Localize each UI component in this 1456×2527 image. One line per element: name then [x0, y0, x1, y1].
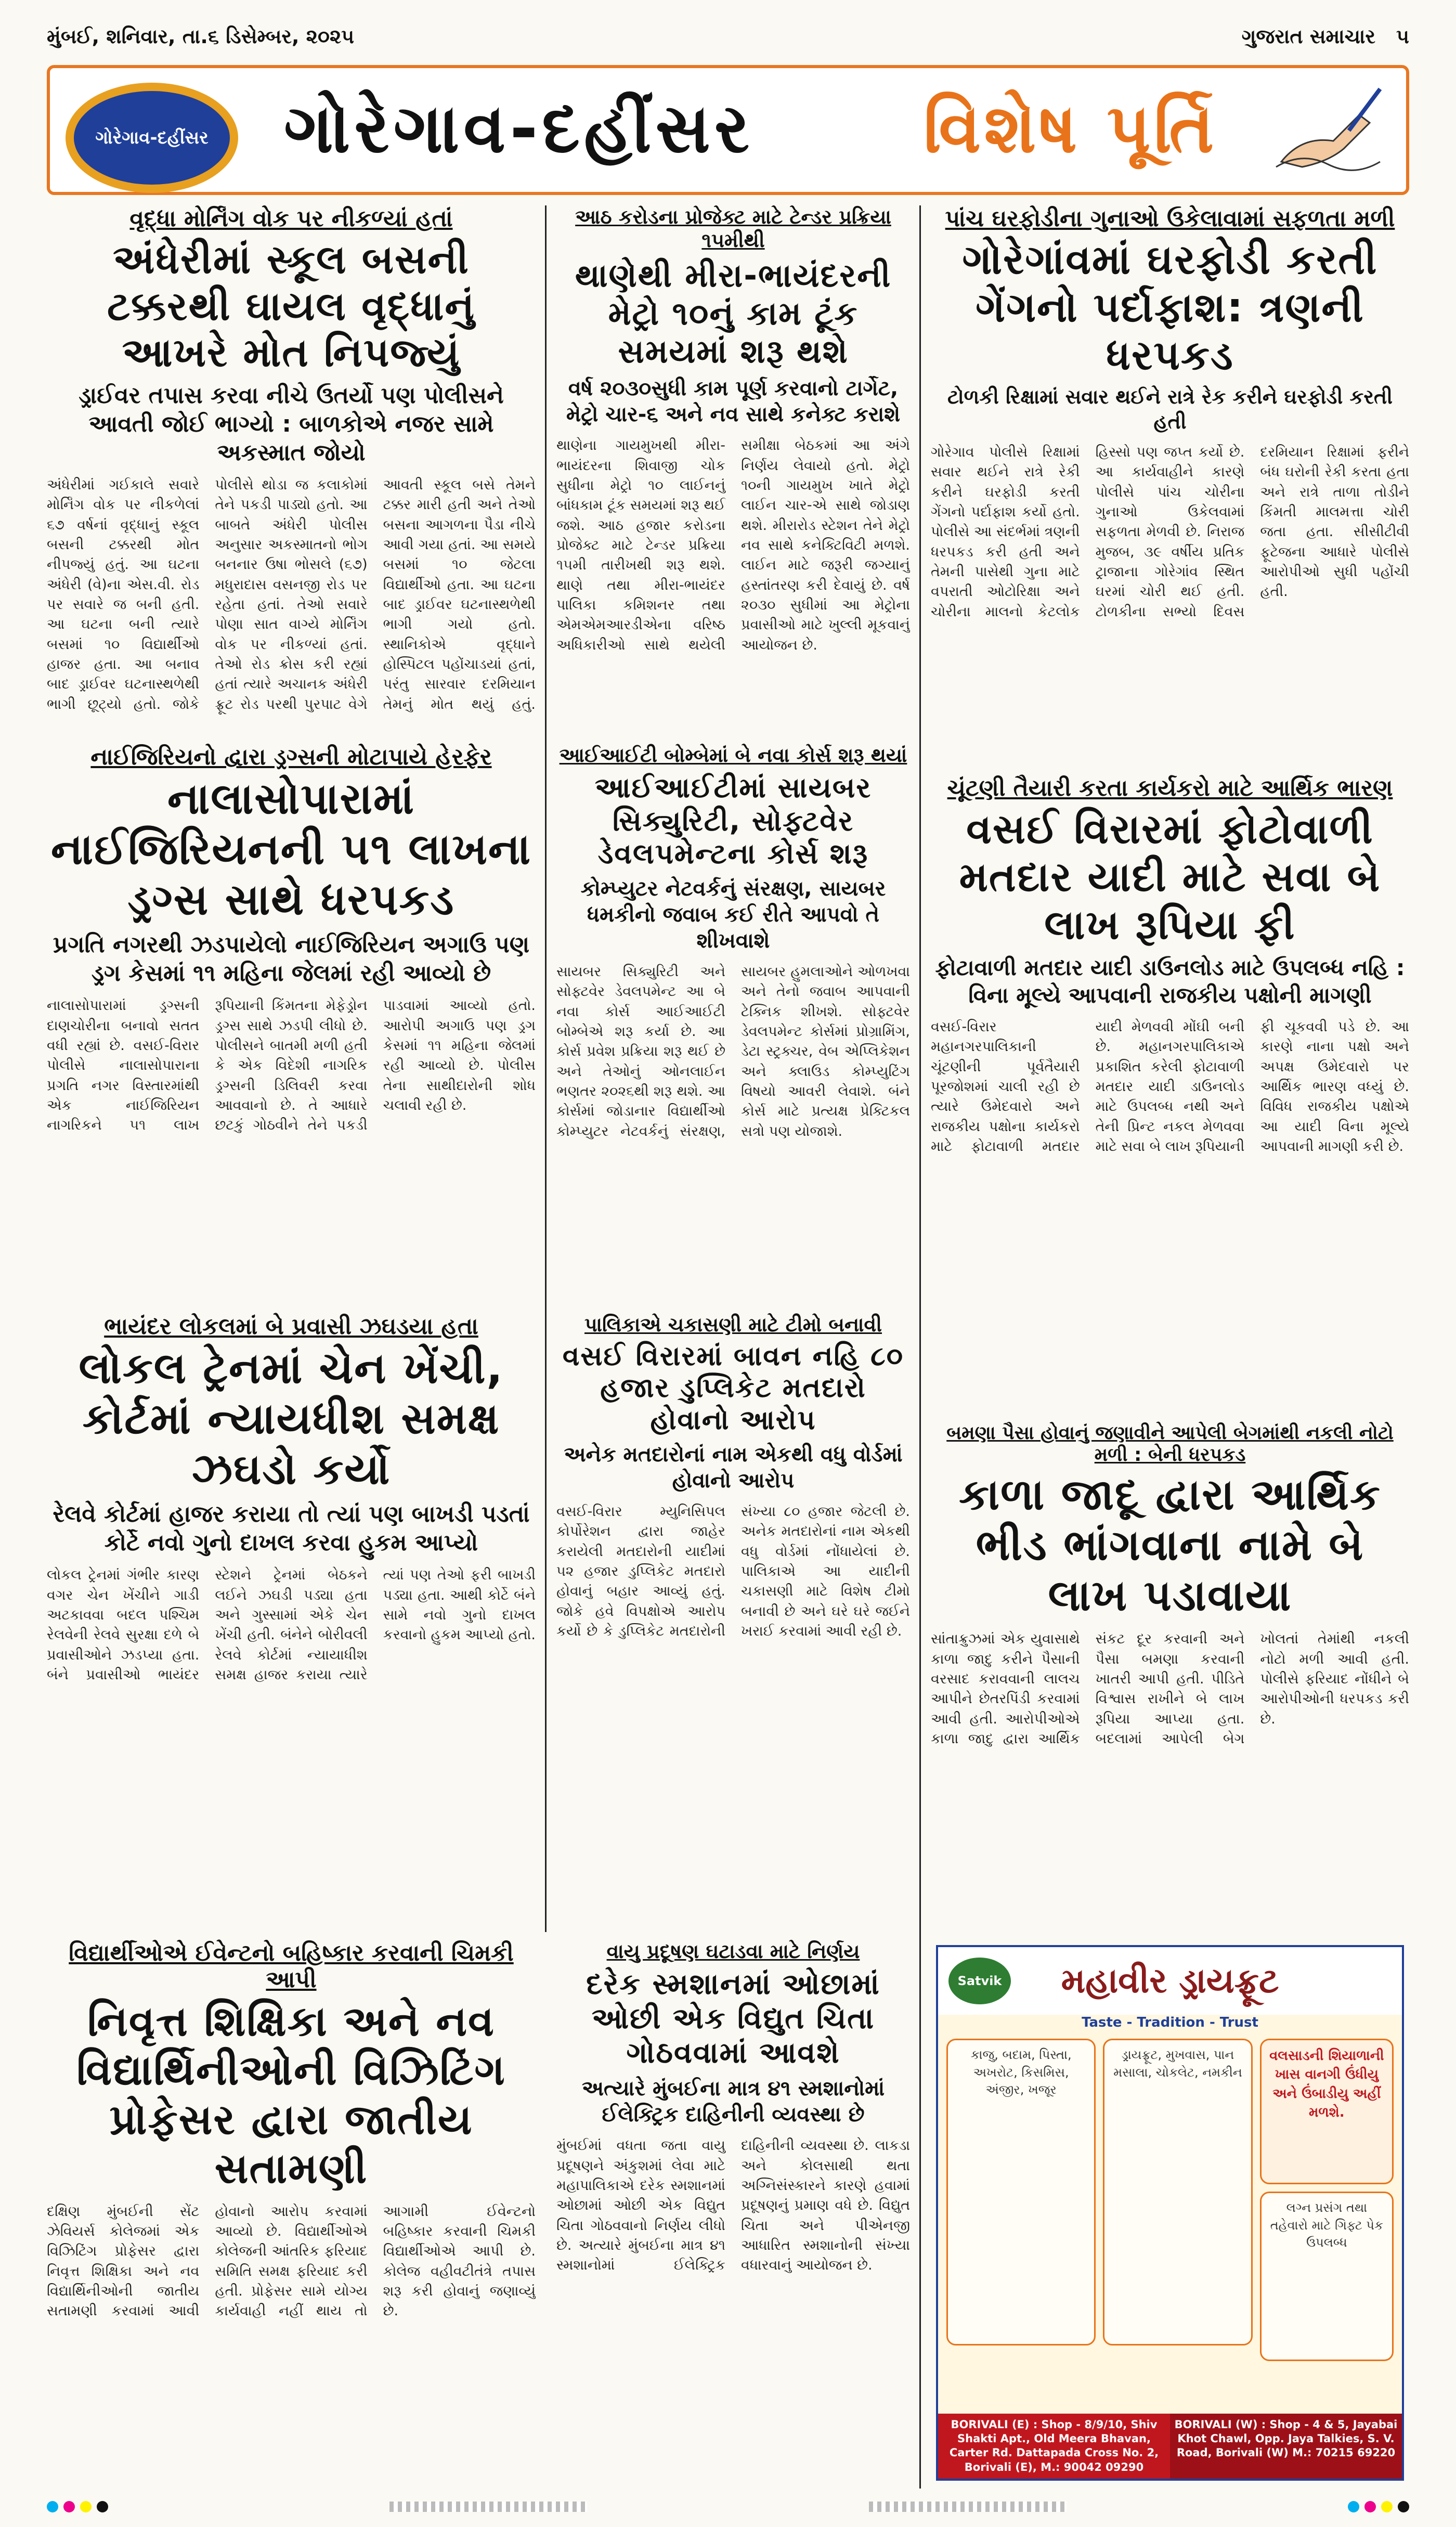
kicker: બમણા પૈસા હોવાનું જણાવીને આપેલી બેગમાંથી નકલી નોટો મળી : બેની ધરપકડ	[946, 1422, 1394, 1466]
column-rule	[545, 205, 547, 1932]
subhead: અત્યારે મુંબઈના માત્ર ૪૧ સ્મશાનોમાં ઈલેક્ટ્રિક દાહિનીની વ્યવસ્થા છે	[581, 2077, 885, 2127]
kicker: પાલિકાએ ચકાસણી માટે ટીમો બનાવી	[584, 1313, 882, 1336]
paper-name: ગુજરાત સમાચાર	[1241, 24, 1376, 48]
ad-shop-west: BORIVALI (W) : Shop - 4 & 5, Jayabai Khot Chawl, Opp. Jaya Talkies, S. V. Road, Borivali (W) M.: 70215 69220	[1170, 2414, 1402, 2479]
article-body: દક્ષિણ મુંબઈની સેંટ ઝેવિયર્સ કોલેજમાં એક વિઝિટિંગ પ્રોફેસર દ્વારા નિવૃત્ત શિક્ષિકા અને નવ વિદ્યાર્થિનીઓની જાતીય સતામણી કરવામાં આવી હોવાનો આરોપ કરવામાં આવ્યો છે. વિદ્યાર્થીઓએ કોલેજની આંતરિક ફરિયાદ સમિતિ સમક્ષ ફરિયાદ કરી હતી. પ્રોફેસર સામે યોગ્ય કાર્યવાહી નહીં થાય તો આગામી ઈવેન્ટનો બહિષ્કાર કરવાની ચિમકી વિદ્યાર્થીઓએ આપી છે. કોલેજ વહીવટીતંત્રે તપાસ શરૂ કરી હોવાનું જણાવ્યું છે.	[47, 2203, 536, 2319]
kicker: પાંચ ઘરફોડીના ગુનાઓ ઉકેલાવામાં સફળતા મળી	[945, 205, 1395, 232]
dateline: મુંબઈ, શનિવાર, તા.૬ ડિસેમ્બર, ૨૦૨૫	[47, 24, 355, 48]
kicker: વાયુ પ્રદૂષણ ઘટાડવા માટે નિર્ણય	[606, 1940, 860, 1963]
cyan-dot	[47, 2501, 58, 2512]
banner-title: ગોરેગાવ-દહીંસર	[284, 89, 754, 168]
subhead: ડ્રાઈવર તપાસ કરવા નીચે ઉતર્યો પણ પોલીસને આવતી જોઈ ભાગ્યો : બાળકોએ નજર સામે અકસ્માત જોયો	[79, 382, 504, 466]
article-iit-courses	[556, 744, 910, 1305]
subhead: કોમ્પ્યુટર નેટવર્કનું સંરક્ષણ, સાયબર ધમકીનો જવાબ કઈ રીતે આપવો તે શીખવાશે	[580, 877, 886, 953]
ad-panel-categories: ડ્રાયફ્રૂટ, મુખવાસ, પાન મસાલા, ચોકલેટ, નમકીન	[1103, 2039, 1252, 2345]
article-body: સાંતાક્રુઝમાં એક યુવાસાથે કાળા જાદુ કરીને પૈસાની વરસાદ કરાવવાની લાલચ આપીને છેતરપિંડી કરવામાં આવી હતી. આરોપીઓએ કાળા જાદુ દ્વારા આર્થિક સંકટ દૂર કરવાની અને પૈસા બમણા કરવાની ખાતરી આપી હતી. પીડિતે વિશ્વાસ રાખીને બે લાખ રૂપિયા આપ્યા હતા. બદલામાં આપેલી બેગ ખોલતાં તેમાંથી નકલી નોટો મળી આવી હતી. પોલીસે ફરિયાદ નોંધીને બે આરોપીઓની ધરપકડ કરી છે.	[931, 1631, 1409, 1747]
color-dots	[47, 2501, 108, 2512]
writing-hand-icon	[1271, 84, 1385, 172]
kicker: આઈઆઈટી બોમ્બેમાં બે નવા કોર્સ શરૂ થયાં	[559, 744, 907, 767]
article-black-magic-fraud	[931, 1422, 1409, 1932]
article-body: વસઈ-વિરાર મ્યુનિસિપલ કોર્પોરેશન દ્વારા જાહેર કરાયેલી મતદારોની યાદીમાં ૫૨ હજાર ડુપ્લિકેટ મતદારો હોવાનું બહાર આવ્યું હતું. જોકે હવે વિપક્ષોએ આરોપ કર્યો છે કે ડુપ્લિકેટ મતદારોની સંખ્યા ૮૦ હજાર જેટલી છે. અનેક મતદારોનાં નામ એકથી વધુ વોર્ડમાં નોંધાયેલાં છે. પાલિકાએ આ યાદીની ચકાસણી માટે વિશેષ ટીમો બનાવી છે અને ઘરે ઘરે જઈને ખરાઈ કરવામાં આવી રહી છે.	[556, 1504, 910, 1640]
subhead: રેલવે કોર્ટમાં હાજર કરાયા તો ત્યાં પણ બાખડી પડતાં કોર્ટે નવો ગુનો દાખલ કરવા હુકમ આપ્યો	[53, 1501, 530, 1557]
article-body: ગોરેગાવ પોલીસે રિક્ષામાં સવાર થઈને રાત્રે રેકી કરીને ઘરફોડી કરતી ગેંગનો પર્દાફાશ કર્યો હતો. પોલીસે આ સંદર્ભમાં ત્રણની ધરપકડ કરી હતી અને તેમની પાસેથી ગુના માટે વપરાતી ઓટોરિક્ષા અને ચોરીના માલનો કેટલોક હિસ્સો પણ જપ્ત કર્યો છે. આ કાર્યવાહીને કારણે પોલીસે પાંચ ચોરીના ગુનાઓ ઉકેલવામાં સફળતા મેળવી છે. નિરાજ મુજબ, ૩૯ વર્ષીય પ્રતિક ટ્રાજાના ગોરેગાંવ સ્થિત ઘરમાં ચોરી થઈ હતી. ટોળકીના સભ્યો દિવસ દરમિયાન રિક્ષામાં ફરીને બંધ ઘરોની રેકી કરતા હતા અને રાત્રે તાળા તોડીને કિંમતી માલમત્તા ચોરી જતા હતા. સીસીટીવી ફૂટેજના આધારે પોલીસે આરોપીઓ સુધી પહોંચી હતી.	[931, 444, 1409, 620]
magenta-dot	[1364, 2501, 1376, 2512]
logo-text: ગોરેગાવ-દહીંસર	[95, 127, 209, 148]
subhead: પ્રગતિ નગરથી ઝડપાયેલો નાઈજિરિયન અગાઉ પણ ડ્રગ કેસમાં ૧૧ મહિના જેલમાં રહી આવ્યો છે	[53, 931, 530, 987]
satvik-badge: Satvik	[948, 1958, 1011, 2004]
subhead: ફોટાવાળી મતદાર યાદી ડાઉનલોડ માટે ઉપલબ્ધ નહિ : વિના મૂલ્યે આપવાની રાજકીય પક્ષોની માગણી	[935, 955, 1405, 1008]
headline: થાણેથી મીરા-ભાયંદરની મેટ્રો ૧૦નું કામ ટૂંક સમયમાં શરૂ થશે	[575, 256, 892, 371]
article-metro-10	[556, 205, 910, 736]
column-rule	[919, 205, 921, 2489]
yellow-dot	[1381, 2501, 1393, 2512]
calibration-bar	[389, 2502, 587, 2512]
ad-panel-products: કાજુ, બદામ, પિસ્તા, અખરોટ, કિસમિસ, અંજીર, ખજૂર	[946, 2039, 1096, 2345]
color-dots	[1348, 2501, 1409, 2512]
article-body: સાયબર સિક્યુરિટી અને સોફ્ટવેર ડેવલપમેન્ટ આ બે નવા કોર્સ આઈઆઈટી બોમ્બેએ શરૂ કર્યા છે. આ કોર્સ પ્રવેશ પ્રક્રિયા શરૂ થઈ છે અને તેઓનું ઓનલાઈન ભણતર ૨૦૨૬થી શરૂ થશે. આ કોર્સમાં જોડાનાર વિદ્યાર્થીઓ કોમ્પ્યુટર નેટવર્કનું સંરક્ષણ, સાયબર હુમલાઓને ઓળખવા અને તેનો જવાબ આપવાની ટેક્નિક શીખશે. સોફ્ટવેર ડેવલપમેન્ટ કોર્સમાં પ્રોગ્રામિંગ, ડેટા સ્ટ્રક્ચર, વેબ એપ્લિકેશન અને ક્લાઉડ કોમ્પ્યુટિંગ વિષયો આવરી લેવાશે. બંને કોર્સ માટે પ્રત્યક્ષ પ્રેક્ટિકલ સત્રો પણ યોજાશે.	[556, 964, 910, 1139]
calibration-bar	[869, 2502, 1067, 2512]
headline: અંધેરીમાં સ્કૂલ બસની ટક્કરથી ઘાયલ વૃદ્ધાનું આખરે મોત નિપજ્યું	[107, 236, 476, 376]
kicker: વિદ્યાર્થીઓએ ઈવેન્ટનો બહિષ્કાર કરવાની ચિમકી આપી	[69, 1940, 514, 1993]
headline: ગોરેગાંવમાં ઘરફોડી કરતી ગેંગનો પર્દાફાશ: ત્રણની ધરપકડ	[962, 237, 1378, 380]
ad-shop-east: BORIVALI (E) : Shop - 8/9/10, Shiv Shakti Apt., Old Meera Bhavan, Carter Rd. Dattapada Cross No. 2, Borivali (E), M.: 90042 09290	[938, 2414, 1170, 2479]
article-body: વસઈ-વિરાર મહાનગરપાલિકાની ચૂંટણીની પૂર્વતૈયારી પૂરજોશમાં ચાલી રહી છે ત્યારે ઉમેદવારો અને રાજકીય પક્ષોના કાર્યકરો માટે ફોટાવાળી મતદાર યાદી મેળવવી મોંઘી બની છે. મહાનગરપાલિકાએ પ્રકાશિત કરેલી ફોટાવાળી મતદાર યાદી ડાઉનલોડ માટે ઉપલબ્ધ નથી અને તેની પ્રિન્ટ નકલ મેળવવા માટે સવા બે લાખ રૂપિયાની ફી ચૂકવવી પડે છે. આ કારણે નાના પક્ષો અને અપક્ષ ઉમેદવારો પર આર્થિક ભારણ વધ્યું છે. વિવિધ રાજકીય પક્ષોએ આ યાદી વિના મૂલ્યે આપવાની માગણી કરી છે.	[931, 1019, 1409, 1155]
registration-marks	[47, 2496, 1409, 2517]
headline: વસઈ વિરારમાં બાવન નહિ ૮૦ હજાર ડુપ્લિકેટ મતદારો હોવાનો આરોપ	[562, 1341, 904, 1436]
article-voter-list-fee	[931, 775, 1409, 1415]
headline: નાલાસોપારામાં નાઈજિરિયનની ૫૧ લાખના ડ્રગ્સ સાથે ધરપકડ	[50, 774, 532, 925]
ad-brand: મહાવીર ડ્રાયફ્રૂટ	[1061, 1960, 1279, 2001]
ad-panels	[938, 2030, 1402, 2369]
folio-bar	[47, 21, 1409, 52]
cyan-dot	[1348, 2501, 1359, 2512]
headline: નિવૃત્ત શિક્ષિકા અને નવ વિદ્યાર્થિનીઓની વિઝિટિંગ પ્રોફેસર દ્વારા જાતીય સતામણી	[76, 1997, 506, 2193]
ad-footer	[938, 2414, 1402, 2479]
headline: દરેક સ્મશાનમાં ઓછામાં ઓછી એક વિદ્યુત ચિતા ગોઠવવામાં આવશે	[586, 1967, 880, 2070]
headline: લોકલ ટ્રેનમાં ચેન ખેંચી, કોર્ટમાં ન્યાયધીશ સમક્ષ ઝઘડો કર્યો	[79, 1344, 504, 1494]
article-local-train-chain	[47, 1313, 536, 1932]
ad-callout: વલસાડની શિયાળાની ખાસ વાનગી ઉંધીયુ અને ઉંબાડીયુ અહીં મળશે.	[1260, 2039, 1394, 2184]
ad-header	[938, 1947, 1402, 2015]
yellow-dot	[80, 2501, 92, 2512]
article-body: નાલાસોપારામાં ડ્રગ્સની દાણચોરીના બનાવો સતત વધી રહ્યાં છે. વસઈ-વિરાર પોલીસે નાલાસોપારાના પ્રગતિ નગર વિસ્તારમાંથી એક નાઈજિરિયન નાગરિકને ૫૧ લાખ રૂપિયાની કિંમતના મેફેડ્રોન ડ્રગ્સ સાથે ઝડપી લીધો છે. પોલીસને બાતમી મળી હતી કે એક વિદેશી નાગરિક ડ્રગ્સની ડિલિવરી કરવા આવવાનો છે. તે આધારે છટકું ગોઠવીને તેને પકડી પાડવામાં આવ્યો હતો. આરોપી અગાઉ પણ ડ્રગ કેસમાં ૧૧ મહિના જેલમાં રહી આવ્યો છે. પોલીસ તેના સાથીદારોની શોધ ચલાવી રહી છે.	[47, 997, 536, 1134]
article-duplicate-voters	[556, 1313, 910, 1916]
article-nigerian-drugs	[47, 744, 536, 1305]
headline: કાળા જાદૂ દ્વારા આર્થિક ભીડ ભાંગવાના નામે બે લાખ પડાવાયા	[959, 1470, 1381, 1621]
headline: આઈઆઈટીમાં સાયબર સિક્યુરિટી, સોફ્ટવેર ડેવલપમેન્ટના કોર્સ શરૂ	[594, 771, 872, 871]
subhead: અનેક મતદારોનાં નામ એકથી વધુ વોર્ડમાં હોવાનો આરોપ	[564, 1443, 903, 1493]
subhead: વર્ષ ૨૦૩૦સુધી કામ પૂર્ણ કરવાનો ટાર્ગેટ, મેટ્રો ચાર-૬ અને નવ સાથે કનેક્ટ કરાશે	[566, 377, 901, 427]
kicker: નાઈજિરિયનો દ્વારા ડ્રગ્સની મોટાપાયે હેરફેર	[90, 744, 492, 770]
black-dot	[1398, 2501, 1409, 2512]
advertisement-mahavir-dryfruit[interactable]	[936, 1945, 1404, 2481]
ad-panel-gift: લગ્ન પ્રસંગ તથા તહેવારો માટે ગિફ્ટ પેક ઉપલબ્ધ	[1260, 2192, 1394, 2361]
subhead: ટોળકી રિક્ષામાં સવાર થઈને રાત્રે રેક કરીને ઘરફોડી કરતી હતી	[947, 385, 1393, 433]
page-number: ૫	[1396, 24, 1409, 48]
article-body: લોકલ ટ્રેનમાં ગંભીર કારણ વગર ચેન ખેંચીને ગાડી અટકાવવા બદલ પશ્ચિમ રેલવેની રેલવે સુરક્ષા દળે બે પ્રવાસીઓને ઝડપ્યા હતા. બંને પ્રવાસીઓ ભાયંદર સ્ટેશને ટ્રેનમાં બેઠકને લઈને ઝઘડી પડ્યા હતા અને ગુસ્સામાં એકે ચેન ખેંચી હતી. બંનેને બોરીવલી રેલવે કોર્ટમાં ન્યાયાધીશ સમક્ષ હાજર કરાયા ત્યારે ત્યાં પણ તેઓ ફરી બાખડી પડ્યા હતા. આથી કોર્ટે બંને સામે નવો ગુનો દાખલ કરવાનો હુકમ આપ્યો હતો.	[47, 1567, 536, 1683]
kicker: આઠ કરોડના પ્રોજેક્ટ માટે ટેન્ડર પ્રક્રિયા ૧૫મીથી	[575, 205, 891, 252]
article-body: થાણેના ગાયમુખથી મીરા-ભાયંદરના શિવાજી ચોક સુધીના મેટ્રો ૧૦ લાઈનનું બાંધકામ ટૂંક સમયમાં શરૂ થઈ જશે. આઠ હજાર કરોડના પ્રોજેક્ટ માટે ટેન્ડર પ્રક્રિયા ૧૫મી તારીખથી શરૂ થશે. થાણે તથા મીરા-ભાયંદર પાલિકા કમિશનર તથા એમએમઆરડીએના વરિષ્ઠ અધિકારીઓ સાથે થયેલી સમીક્ષા બેઠકમાં આ અંગે નિર્ણય લેવાયો હતો. મેટ્રો ૧૦ની ગાયમુખ ખાતે મેટ્રો લાઈન ચાર-એ સાથે જોડાણ થશે. મીરારોડ સ્ટેશન તેને મેટ્રો નવ સાથે કનેક્ટિવિટી મળશે. લાઈન માટે જરૂરી જગ્યાનું હસ્તાંતરણ કરી દેવાયું છે. વર્ષ ૨૦૩૦ સુધીમાં આ મેટ્રોના પ્રવાસીઓ માટે ખુલ્લી મૂકવાનું આયોજન છે.	[556, 437, 910, 653]
banner-subtitle: વિશેષ પૂર્તિ	[924, 89, 1217, 168]
article-school-bus-accident	[47, 205, 536, 736]
magenta-dot	[63, 2501, 75, 2512]
section-logo	[66, 83, 238, 193]
kicker: ભાયંદર લોકલમાં બે પ્રવાસી ઝઘડયા હતા	[104, 1313, 478, 1340]
article-body: અંધેરીમાં ગઈકાલે સવારે મોર્નિંગ વોક પર નીકળેલાં ૬૭ વર્ષનાં વૃદ્ધાનું સ્કૂલ બસની ટક્કરથી મોત નીપજ્યું હતું. આ ઘટના અંધેરી (વે)ના એસ.વી. રોડ પર સવારે જ બની હતી. આ ઘટના બની ત્યારે બસમાં ૧૦ વિદ્યાર્થીઓ હાજર હતા. આ બનાવ બાદ ડ્રાઈવર ઘટનાસ્થળેથી ભાગી છૂટ્યો હતો. જોકે પોલીસે થોડા જ કલાકોમાં તેને પકડી પાડ્યો હતો. આ બાબતે અંધેરી પોલીસ અનુસાર અકસ્માતનો ભોગ બનનાર ઉષા ભોસલે (૬૭) મધુરાદાસ વસનજી રોડ પર રહેતા હતાં. તેઓ સવારે પોણા સાત વાગ્યે મોર્નિંગ વોક પર નીકળ્યાં હતાં. તેઓ રોડ ક્રોસ કરી રહ્યાં હતાં ત્યારે અચાનક અંધેરી ફ્રૂટ રોડ પરથી પુરપાટ વેગે આવતી સ્કૂલ બસે તેમને ટક્કર મારી હતી અને તેઓ બસના આગળના પૈડા નીચે આવી ગયા હતાં. આ સમયે બસમાં ૧૦ જેટલા વિદ્યાર્થીઓ હતા. આ ઘટના બાદ ડ્રાઈવર ઘટનાસ્થળેથી ભાગી ગયો હતો. સ્થાનિકોએ વૃદ્ધાને હોસ્પિટલ પહોંચાડયાં હતાં, પરંતુ સારવાર દરમિયાન તેમનું મોત થયું હતું.	[47, 477, 536, 712]
section-banner	[47, 65, 1409, 195]
article-body: મુંબઈમાં વધતા જતા વાયુ પ્રદૂષણને અંકુશમાં લેવા માટે મહાપાલિકાએ દરેક સ્મશાનમાં ઓછામાં ઓછી એક વિદ્યુત ચિતા ગોઠવવાનો નિર્ણય લીધો છે. અત્યારે મુંબઈના માત્ર ૪૧ સ્મશાનોમાં ઈલેક્ટ્રિક દાહિનીની વ્યવસ્થા છે. લાકડા અને કોલસાથી થતા અગ્નિસંસ્કારને કારણે હવામાં પ્રદૂષણનું પ્રમાણ વધે છે. વિદ્યુત ચિતા અને પીએનજી આધારિત સ્મશાનોની સંખ્યા વધારવાનું આયોજન છે.	[556, 2137, 910, 2274]
kicker: વૃદ્ધા મોર્નિંગ વોક પર નીકળ્યાં હતાં	[129, 205, 453, 232]
article-electric-crematorium	[556, 1940, 910, 2486]
article-burglary-gang	[931, 205, 1409, 767]
folio-right	[1242, 25, 1409, 48]
kicker: ચૂંટણી તૈયારી કરતા કાર્યકરો માટે આર્થિક ભારણ	[947, 775, 1393, 801]
black-dot	[97, 2501, 108, 2512]
ad-tagline: Taste - Tradition - Trust	[1082, 2015, 1258, 2030]
article-harassment	[47, 1940, 536, 2486]
headline: વસઈ વિરારમાં ફોટોવાળી મતદાર યાદી માટે સવા બે લાખ રૂપિયા ફી	[959, 806, 1381, 949]
ad-right-column	[1260, 2039, 1394, 2361]
